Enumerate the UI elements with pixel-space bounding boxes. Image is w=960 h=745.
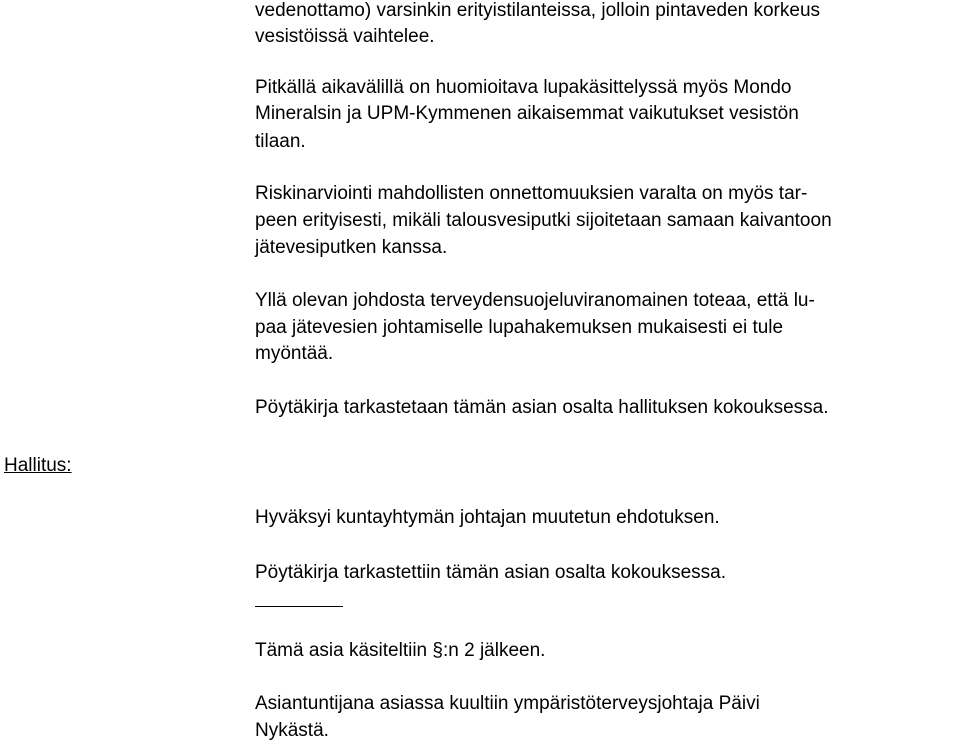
- paragraph-line: myöntää.: [255, 343, 334, 364]
- paragraph-line: Pöytäkirja tarkastetaan tämän asian osalta hallituksen kokouksessa.: [255, 397, 829, 418]
- paragraph-line: vesistöissä vaihtelee.: [255, 26, 435, 47]
- paragraph-line: Mineralsin ja UPM-Kymmenen aikaisemmat vaikutukset vesistön: [255, 103, 799, 124]
- paragraph-line: Riskinarviointi mahdollisten onnettomuuksien varalta on myös tar-: [255, 183, 808, 204]
- paragraph-line: paa jätevesien johtamiselle lupahakemuksen mukaisesti ei tule: [255, 317, 784, 338]
- paragraph-line: Pitkällä aikavälillä on huomioitava lupakäsittelyssä myös Mondo: [255, 77, 792, 98]
- paragraph-line: tilaan.: [255, 131, 306, 152]
- paragraph-line: jätevesiputken kanssa.: [255, 237, 448, 258]
- paragraph-line: Nykästä.: [255, 720, 329, 741]
- paragraph-line: peen erityisesti, mikäli talousvesiputki sijoitetaan samaan kaivantoon: [255, 210, 832, 231]
- paragraph-line: vedenottamo) varsinkin erityistilanteissa, jolloin pintaveden korkeus: [255, 0, 821, 21]
- paragraph-line: Asiantuntijana asiassa kuultiin ympäristöterveysjohtaja Päivi: [255, 693, 760, 714]
- processing-note: Tämä asia käsiteltiin §:n 2 jälkeen.: [255, 640, 546, 661]
- paragraph-line: Yllä olevan johdosta terveydensuojeluviranomainen toteaa, että lu-: [255, 290, 815, 311]
- separator-line: [255, 606, 343, 607]
- section-label-hallitus: Hallitus:: [4, 455, 72, 476]
- minutes-note: Pöytäkirja tarkastettiin tämän asian osalta kokouksessa.: [255, 562, 727, 583]
- decision-text: Hyväksyi kuntayhtymän johtajan muutetun ehdotuksen.: [255, 507, 720, 528]
